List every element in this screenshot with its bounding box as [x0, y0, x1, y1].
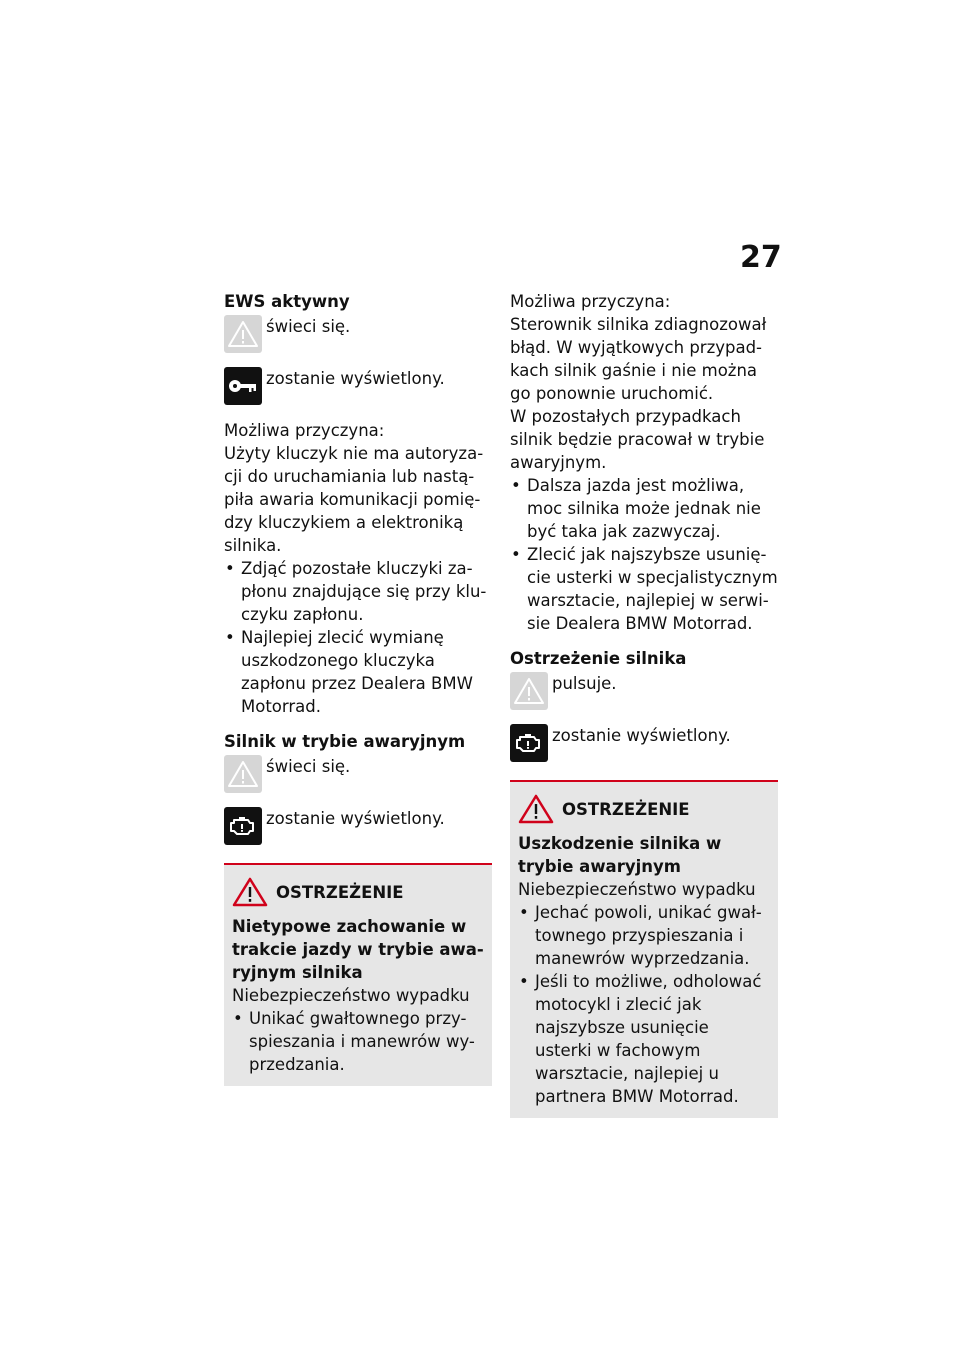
warning-bullet-list — [232, 1007, 484, 1076]
ews-warning-light-row — [224, 315, 492, 353]
warning-subtitle: Nietypowe zachowanie w trakcie jazdy w trybie awa-ryjnym silnika — [232, 917, 484, 982]
warning-subtitle: Uszkodzenie silnika w trybie awaryjnym — [518, 834, 722, 876]
warning-hazard: Niebezpieczeństwo wypadku — [232, 986, 470, 1005]
right-column — [510, 290, 778, 1118]
ews-cause-text: Użyty kluczyk nie ma autoryza-cji do uruchamiania lub nastą-piła awaria komunikacji pomię-dzy kluczykiem a elektroniką silnika. — [224, 444, 484, 555]
warning-box — [224, 863, 492, 1086]
right-cause-text1: Sterownik silnika zdiagnozował błąd. W wyjątkowych przypad-kach silnik gaśnie i nie można go ponownie uruchomić. — [510, 315, 767, 403]
ews-key-row — [224, 367, 492, 405]
emergency-warning-light-row — [224, 755, 492, 793]
list-item: • Zlecić jak najszybsze usunię-cie usterki w specjalistycznym warsztacie, najlepiej w serwi-sie Dealera BMW Motorrad. — [510, 543, 778, 635]
right-cause-text2: W pozostałych przypadkach silnik będzie pracował w trybie awaryjnym. — [510, 407, 765, 472]
warning-icon — [518, 794, 554, 824]
ews-heading: EWS aktywny — [224, 292, 350, 311]
engine-icon — [224, 807, 262, 845]
warning-header — [518, 794, 770, 824]
warning-title: OSTRZEŻENIE — [276, 882, 404, 902]
right-cause-label: Możliwa przyczyna: — [510, 292, 671, 311]
warning-icon — [232, 877, 268, 907]
page-number: 27 — [740, 240, 782, 275]
list-item: • Jeśli to możliwe, odholować motocykl i zlecić jak najszybsze usunięcie usterki w fachowym warsztacie, najlepiej u partnera BMW Motorrad. — [518, 970, 770, 1108]
left-column — [224, 290, 492, 1086]
engine-warning-icon2-text: zostanie wyświetlony. — [552, 726, 731, 745]
warning-triangle-icon — [224, 315, 262, 353]
list-item: • Dalsza jazda jest możliwa, moc silnika może jednak nie być taka jak zazwyczaj. — [510, 474, 778, 543]
ews-cause-label: Możliwa przyczyna: — [224, 421, 385, 440]
engine-icon — [510, 724, 548, 762]
warning-triangle-icon — [510, 672, 548, 710]
warning-triangle-icon — [224, 755, 262, 793]
ews-icon1-text: świeci się. — [266, 317, 351, 336]
emergency-heading: Silnik w trybie awaryjnym — [224, 732, 466, 751]
list-item: • Jechać powoli, unikać gwał-townego przyspieszania i manewrów wyprzedzania. — [518, 901, 770, 970]
engine-warning-heading: Ostrzeżenie silnika — [510, 649, 687, 668]
list-item: • Unikać gwałtownego przy-spieszania i manewrów wy-przedzania. — [232, 1007, 484, 1076]
warning-title: OSTRZEŻENIE — [562, 799, 690, 819]
list-item: • Najlepiej zlecić wymianę uszkodzonego kluczyka zapłonu przez Dealera BMW Motorrad. — [224, 626, 492, 718]
ews-icon2-text: zostanie wyświetlony. — [266, 369, 445, 388]
engine-warning-icon1-text: pulsuje. — [552, 674, 617, 693]
ews-bullet-list — [224, 557, 492, 718]
warning-header — [232, 877, 484, 907]
emergency-icon1-text: świeci się. — [266, 757, 351, 776]
engine-warning-light-row — [510, 672, 778, 710]
warning-box — [510, 780, 778, 1118]
engine-warning-engine-row — [510, 724, 778, 762]
right-bullet-list — [510, 474, 778, 635]
emergency-engine-row — [224, 807, 492, 845]
list-item: • Zdjąć pozostałe kluczyki za-płonu znajdujące się przy klu-czyku zapłonu. — [224, 557, 492, 626]
warning-bullet-list — [518, 901, 770, 1108]
emergency-icon2-text: zostanie wyświetlony. — [266, 809, 445, 828]
warning-hazard: Niebezpieczeństwo wypadku — [518, 880, 756, 899]
key-icon — [224, 367, 262, 405]
